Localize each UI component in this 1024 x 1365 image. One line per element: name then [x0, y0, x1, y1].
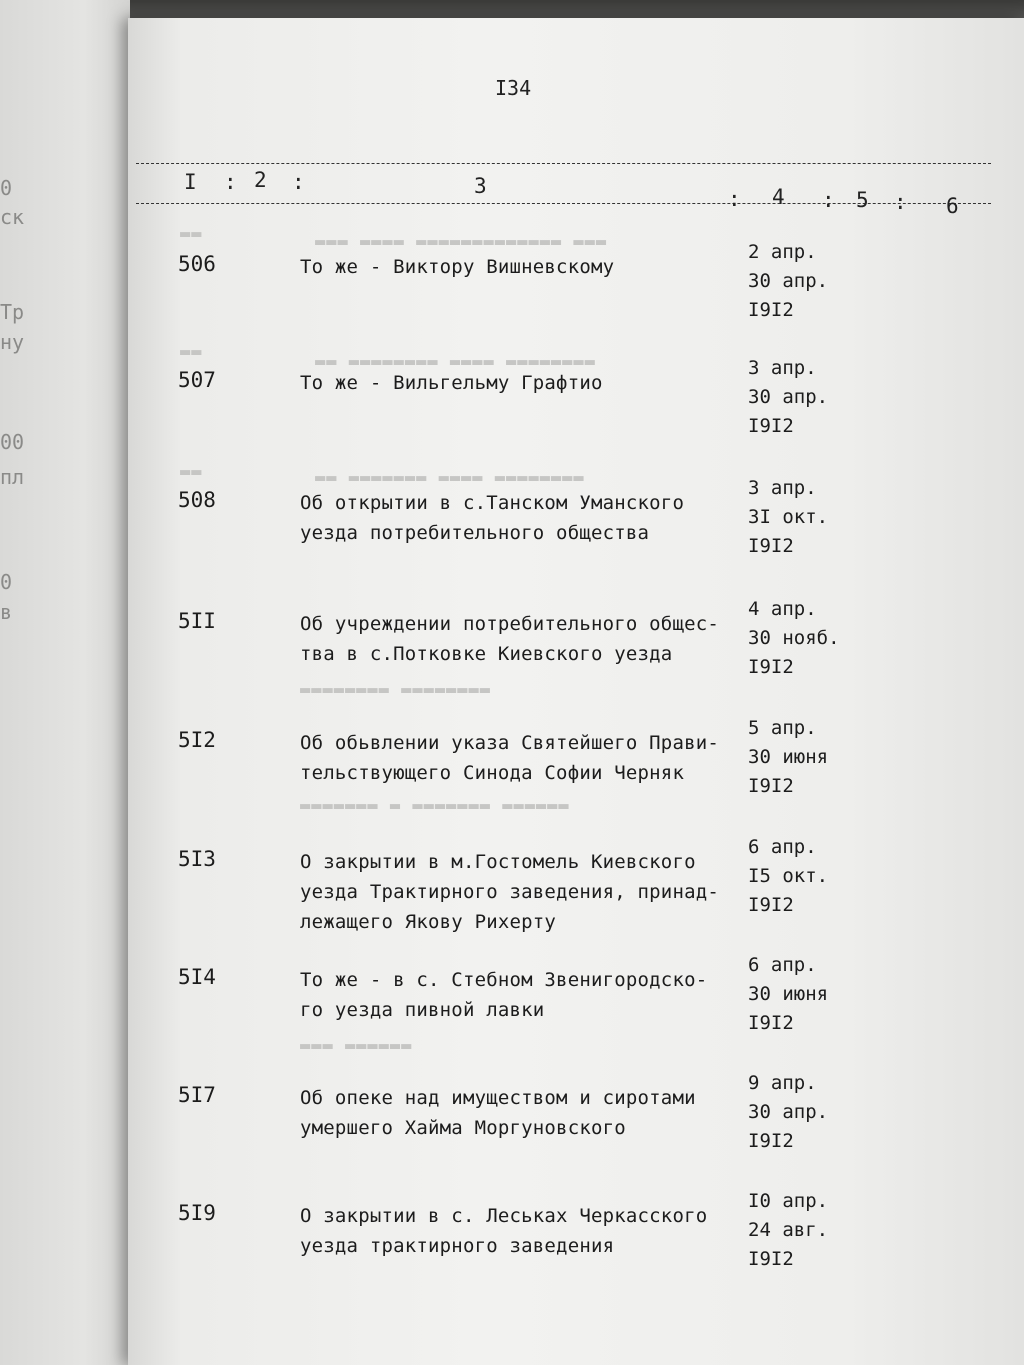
entry-number: 508 — [178, 488, 216, 512]
entry-date: 3I окт. — [748, 506, 829, 528]
entry-year: I9I2 — [748, 656, 794, 678]
entry-title-line: уезда Трактирного заведения, принад- — [300, 881, 720, 903]
bleed-through-mark: 0 — [0, 570, 13, 594]
entry-dates — [748, 1187, 868, 1274]
entry-dates — [748, 714, 868, 801]
entry-title-line: О закрытии в с. Леськах Черкасского — [300, 1205, 708, 1227]
entry-year: I9I2 — [748, 1130, 794, 1152]
bleed-through-mark: ну — [0, 330, 25, 354]
entry-date: 3 апр. — [748, 477, 817, 499]
entry-title-line: уезда потребительного общества — [300, 522, 650, 544]
entry-date: 9 апр. — [748, 1072, 817, 1094]
entry-dates — [748, 833, 868, 920]
entry-date: 6 апр. — [748, 954, 817, 976]
entry-date: 6 апр. — [748, 836, 817, 858]
entry-date: 2 апр. — [748, 241, 817, 263]
entry-number: 5I7 — [178, 1083, 216, 1107]
entry-date: I0 апр. — [748, 1190, 829, 1212]
entry-title-line: лежащего Якову Рихерту — [300, 911, 557, 933]
entry-date: 5 апр. — [748, 717, 817, 739]
entry-dates — [748, 951, 868, 1038]
entry-year: I9I2 — [748, 535, 794, 557]
bleed-through-mark: ▬▬ — [180, 224, 203, 244]
document-page — [128, 18, 1024, 1365]
entry-title-line: О закрытии в м.Гостомель Киевского — [300, 851, 696, 873]
bleed-through-mark: ▬▬ ▬▬▬▬▬▬▬ ▬▬▬▬ ▬▬▬▬▬▬▬▬ — [315, 468, 585, 488]
bleed-through-mark: 00 — [0, 430, 25, 454]
col-header-6: 6 — [946, 194, 959, 218]
entry-number: 5I9 — [178, 1201, 216, 1225]
entry-date: 3 апр. — [748, 357, 817, 379]
entry-number: 5I4 — [178, 965, 216, 989]
entry-title-line: тва в с.Потковке Киевского уезда — [300, 643, 673, 665]
bleed-through-mark: в — [0, 600, 13, 624]
entry-year: I9I2 — [748, 415, 794, 437]
left-page-edge — [0, 0, 140, 1365]
entry-dates — [748, 595, 868, 682]
col-header-4: 4 — [772, 185, 785, 209]
entry-title-line: Об опеке над имуществом и сиротами — [300, 1087, 696, 1109]
entry-dates — [748, 1069, 868, 1156]
col-header-1: I — [184, 170, 197, 194]
bleed-through-mark: ск — [0, 205, 25, 229]
entry-year: I9I2 — [748, 775, 794, 797]
entry-year: I9I2 — [748, 1248, 794, 1270]
entry-title — [300, 728, 745, 788]
bleed-through-mark: ▬▬ — [180, 462, 203, 482]
bleed-through-mark: ▬▬▬ ▬▬▬▬ ▬▬▬▬▬▬▬▬▬▬▬▬▬ ▬▬▬ — [315, 232, 608, 252]
entry-title-line: тельствующего Синода Софии Черняк — [300, 762, 685, 784]
entry-title-line: Об обьвлении указа Святейшего Прави- — [300, 732, 720, 754]
entry-date: 30 апр. — [748, 386, 829, 408]
entry-date: 24 авг. — [748, 1219, 829, 1241]
col-separator: : — [292, 170, 305, 194]
bleed-through-mark: ▬▬ — [180, 342, 203, 362]
bleed-through-mark: ▬▬▬ ▬▬▬▬▬▬ — [300, 1036, 413, 1056]
col-header-3: 3 — [474, 174, 487, 198]
bleed-through-mark: 0 — [0, 176, 13, 200]
entry-title — [300, 1083, 745, 1143]
entry-year: I9I2 — [748, 1012, 794, 1034]
header-rule-top — [136, 163, 991, 164]
entry-dates — [748, 238, 868, 325]
bleed-through-mark: ▬▬▬▬▬▬▬▬ ▬▬▬▬▬▬▬▬ — [300, 680, 491, 700]
entry-title — [300, 1201, 745, 1261]
entry-number: 5I2 — [178, 728, 216, 752]
entry-year: I9I2 — [748, 894, 794, 916]
entry-year: I9I2 — [748, 299, 794, 321]
entry-date: 4 апр. — [748, 598, 817, 620]
entry-title-line: Об открытии в с.Танском Уманского — [300, 492, 685, 514]
entry-title-line: го уезда пивной лавки — [300, 999, 545, 1021]
entry-date: 30 апр. — [748, 270, 829, 292]
entry-title-line: То же - в с. Стебном Звенигородско- — [300, 969, 708, 991]
entry-title-line: умершего Хайма Моргуновского — [300, 1117, 626, 1139]
col-header-2: 2 — [254, 168, 267, 192]
entry-title-line: То же - Виктору Вишневскому — [300, 256, 615, 278]
entry-number: 5I3 — [178, 847, 216, 871]
col-separator: : — [224, 170, 237, 194]
entry-date: I5 окт. — [748, 865, 829, 887]
entry-date: 30 нояб. — [748, 627, 840, 649]
bleed-through-mark: ▬▬ ▬▬▬▬▬▬▬▬ ▬▬▬▬ ▬▬▬▬▬▬▬▬ — [315, 352, 596, 372]
col-separator: : — [728, 187, 741, 211]
bleed-through-mark: Тр — [0, 300, 25, 324]
entry-number: 506 — [178, 252, 216, 276]
entry-date: 30 июня — [748, 746, 829, 768]
entry-date: 30 апр. — [748, 1101, 829, 1123]
entry-dates — [748, 474, 868, 561]
entry-title — [300, 368, 745, 398]
entry-number: 507 — [178, 368, 216, 392]
entry-title-line: уезда трактирного заведения — [300, 1235, 615, 1257]
bleed-through-mark: ▬▬▬▬▬▬▬ ▬ ▬▬▬▬▬▬▬ ▬▬▬▬▬▬ — [300, 796, 570, 816]
page-number: I34 — [495, 76, 532, 100]
entry-title — [300, 965, 745, 1025]
entry-title-line: То же - Вильгельму Графтио — [300, 372, 603, 394]
entry-title — [300, 847, 745, 937]
col-separator: : — [822, 188, 835, 212]
entry-number: 5II — [178, 609, 216, 633]
entry-title — [300, 609, 745, 669]
entry-title-line: Об учреждении потребительного общес- — [300, 613, 720, 635]
col-header-5: 5 — [856, 188, 869, 212]
entry-dates — [748, 354, 868, 441]
bleed-through-mark: пл — [0, 465, 25, 489]
col-separator: : — [894, 190, 907, 214]
entry-title — [300, 252, 745, 282]
entry-date: 30 июня — [748, 983, 829, 1005]
entry-title — [300, 488, 745, 548]
